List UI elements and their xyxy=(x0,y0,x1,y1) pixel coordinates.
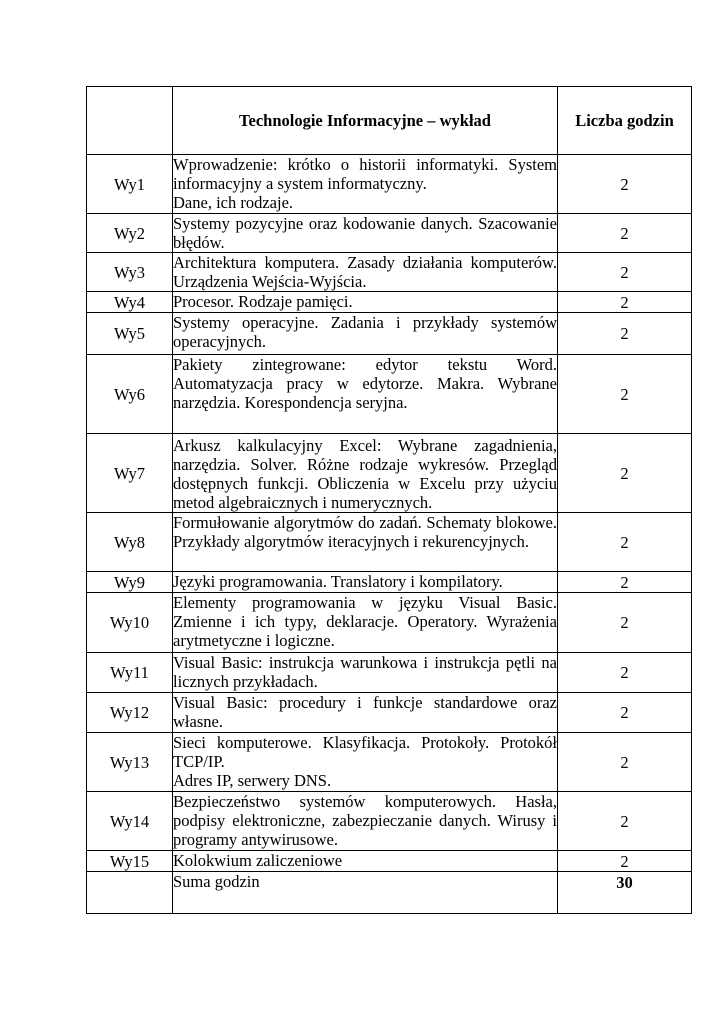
lecture-hours: 2 xyxy=(558,214,692,253)
sum-hours: 30 xyxy=(558,872,692,914)
lecture-topic: Kolokwium zaliczeniowe xyxy=(173,851,558,872)
lecture-code: Wy2 xyxy=(87,214,173,253)
lecture-hours: 2 xyxy=(558,653,692,693)
table-row xyxy=(87,155,692,214)
table-row xyxy=(87,653,692,693)
table-row xyxy=(87,253,692,292)
lecture-hours: 2 xyxy=(558,693,692,733)
table-row xyxy=(87,593,692,653)
lecture-topic: Procesor. Rodzaje pamięci. xyxy=(173,292,558,313)
table-title: Technologie Informacyjne – wykład xyxy=(173,87,558,155)
lecture-code: Wy5 xyxy=(87,313,173,355)
lecture-hours: 2 xyxy=(558,593,692,653)
lecture-code: Wy12 xyxy=(87,693,173,733)
lecture-hours: 2 xyxy=(558,434,692,513)
lecture-hours: 2 xyxy=(558,313,692,355)
lecture-code: Wy7 xyxy=(87,434,173,513)
lecture-topic: Visual Basic: procedury i funkcje standardowe oraz własne. xyxy=(173,693,557,731)
lecture-code: Wy9 xyxy=(87,572,173,593)
lecture-code: Wy8 xyxy=(87,513,173,572)
table-row xyxy=(87,292,692,313)
lecture-topic: Wprowadzenie: krótko o historii informatyki. System informacyjny a system informatyczny. Dane, ich rodzaje. xyxy=(173,155,557,212)
table-row xyxy=(87,733,692,792)
lecture-code: Wy14 xyxy=(87,792,173,851)
table-row xyxy=(87,851,692,872)
lecture-code: Wy13 xyxy=(87,733,173,792)
lecture-topic: Elementy programowania w języku Visual Basic. Zmienne i ich typy, deklaracje. Operatory. Wyrażenia arytmetyczne i logiczne. xyxy=(173,593,558,653)
lecture-hours: 2 xyxy=(558,155,692,214)
table-row xyxy=(87,313,692,355)
lecture-code: Wy11 xyxy=(87,653,173,693)
lecture-topic: Arkusz kalkulacyjny Excel: Wybrane zagadnienia, narzędzia. Solver. Różne rodzaje wykresów. Przegląd dostępnych funkcji. Obliczenia w Excelu przy użyciu metod algebraicznych i numerycznych. xyxy=(173,434,558,513)
lecture-code: Wy3 xyxy=(87,253,173,292)
table-row xyxy=(87,214,692,253)
lecture-code: Wy10 xyxy=(87,593,173,653)
sum-row xyxy=(87,872,692,914)
lecture-topic: Pakiety zintegrowane: edytor tekstu Word. Automatyzacja pracy w edytorze. Makra. Wybrane narzędzia. Korespondencja seryjna. xyxy=(173,355,558,434)
lecture-hours: 2 xyxy=(558,792,692,851)
lecture-code: Wy6 xyxy=(87,355,173,434)
lecture-hours: 2 xyxy=(558,292,692,313)
header-row xyxy=(87,87,692,155)
lecture-hours: 2 xyxy=(558,733,692,792)
lecture-code: Wy1 xyxy=(87,155,173,214)
lecture-schedule-table xyxy=(86,86,692,914)
lecture-hours: 2 xyxy=(558,355,692,434)
sum-label: Suma godzin xyxy=(173,872,558,914)
lecture-topic: Systemy pozycyjne oraz kodowanie danych. Szacowanie błędów. xyxy=(173,214,557,252)
table-row xyxy=(87,572,692,593)
lecture-hours: 2 xyxy=(558,572,692,593)
table-row xyxy=(87,434,692,513)
table-row xyxy=(87,792,692,851)
lecture-topic: Visual Basic: instrukcja warunkowa i instrukcja pętli na licznych przykładach. xyxy=(173,653,557,691)
table-row xyxy=(87,513,692,572)
lecture-topic: Architektura komputera. Zasady działania komputerów. Urządzenia Wejścia-Wyjścia. xyxy=(173,253,557,291)
lecture-topic: Systemy operacyjne. Zadania i przykłady systemów operacyjnych. xyxy=(173,313,558,355)
table-row xyxy=(87,693,692,733)
lecture-topic: Bezpieczeństwo systemów komputerowych. Hasła, podpisy elektroniczne, zabezpieczanie danych. Wirusy i programy antywirusowe. xyxy=(173,792,557,849)
lecture-hours: 2 xyxy=(558,253,692,292)
lecture-code: Wy4 xyxy=(87,292,173,313)
lecture-hours: 2 xyxy=(558,851,692,872)
sum-code-cell xyxy=(87,872,173,914)
lecture-topic: Języki programowania. Translatory i kompilatory. xyxy=(173,572,558,593)
lecture-hours: 2 xyxy=(558,513,692,572)
hours-column-header: Liczba godzin xyxy=(558,87,692,155)
table-row xyxy=(87,355,692,434)
lecture-topic: Sieci komputerowe. Klasyfikacja. Protokoły. Protokół TCP/IP. Adres IP, serwery DNS. xyxy=(173,733,557,790)
lecture-topic: Formułowanie algorytmów do zadań. Schematy blokowe. Przykłady algorytmów iteracyjnych i rekurencyjnych. xyxy=(173,513,558,572)
lecture-code: Wy15 xyxy=(87,851,173,872)
header-code-cell xyxy=(87,87,173,155)
